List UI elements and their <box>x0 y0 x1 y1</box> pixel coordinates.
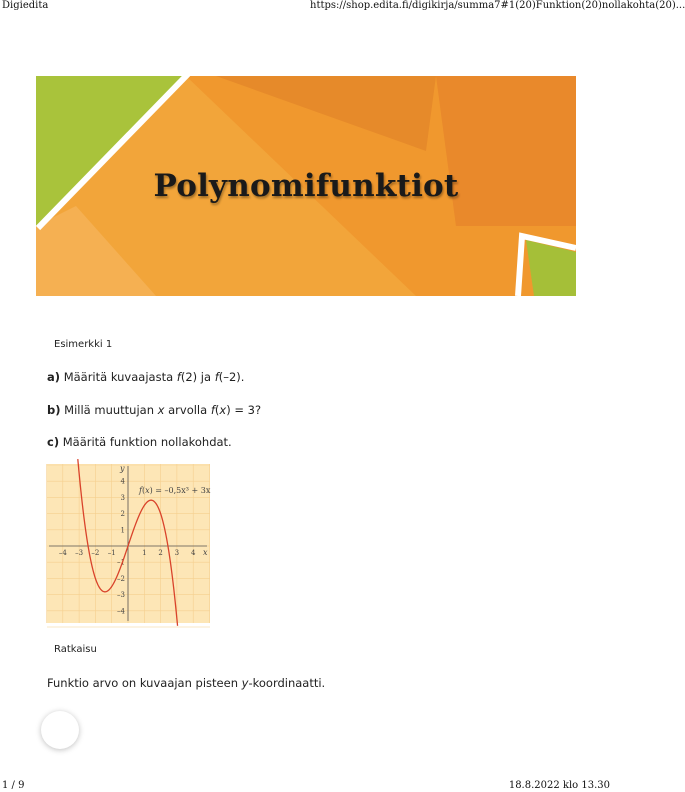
x-tick-label: 3 <box>174 549 180 557</box>
y-tick-label: –2 <box>117 574 125 583</box>
print-footer-date: 18.8.2022 klo 13.30 <box>508 780 610 791</box>
x-tick-label: –3 <box>75 549 84 557</box>
y-tick-label: –1 <box>117 558 125 567</box>
banner-title: Polynomifunktiot <box>153 168 459 204</box>
question-b: b) Millä muuttujan x arvolla f(x) = 3? <box>47 403 262 417</box>
question-a: a) Määritä kuvaajasta f(2) ja f(–2). <box>47 370 245 384</box>
question-c: c) Määritä funktion nollakohdat. <box>47 435 232 449</box>
x-tick-label: 4 <box>190 549 196 557</box>
function-formula: f(x) = –0,5x³ + 3x <box>139 486 211 495</box>
x-tick-label: –2 <box>91 549 100 557</box>
y-tick-label: 4 <box>120 477 125 486</box>
x-tick-label: –1 <box>107 549 116 557</box>
print-header-title: Digiedita <box>2 0 49 11</box>
x-tick-label: 2 <box>158 549 163 557</box>
y-tick-label: –3 <box>117 591 125 600</box>
y-axis-label: y <box>120 464 125 473</box>
graph-canvas <box>47 464 210 623</box>
chapter-banner <box>36 76 576 296</box>
y-tick-label: –4 <box>117 607 125 616</box>
solution-label: Ratkaisu <box>54 644 97 655</box>
x-axis-label: x <box>203 548 208 557</box>
function-graph <box>47 464 210 623</box>
y-tick-label: 3 <box>120 493 125 502</box>
print-header-url: https://shop.edita.fi/digikirja/summa7#1(20)Funktion(20)nollakohta(20)... <box>310 0 685 11</box>
example-label: Esimerkki 1 <box>54 339 113 350</box>
x-tick-label: –4 <box>58 549 67 557</box>
y-tick-label: 2 <box>120 510 125 519</box>
x-tick-label: 1 <box>142 549 147 557</box>
floating-action-button[interactable] <box>41 711 79 749</box>
y-tick-label: 1 <box>120 526 125 535</box>
solution-paragraph: Funktio arvo on kuvaajan pisteen y-koordinaatti. <box>47 676 326 690</box>
print-footer-page: 1 / 9 <box>2 780 25 791</box>
